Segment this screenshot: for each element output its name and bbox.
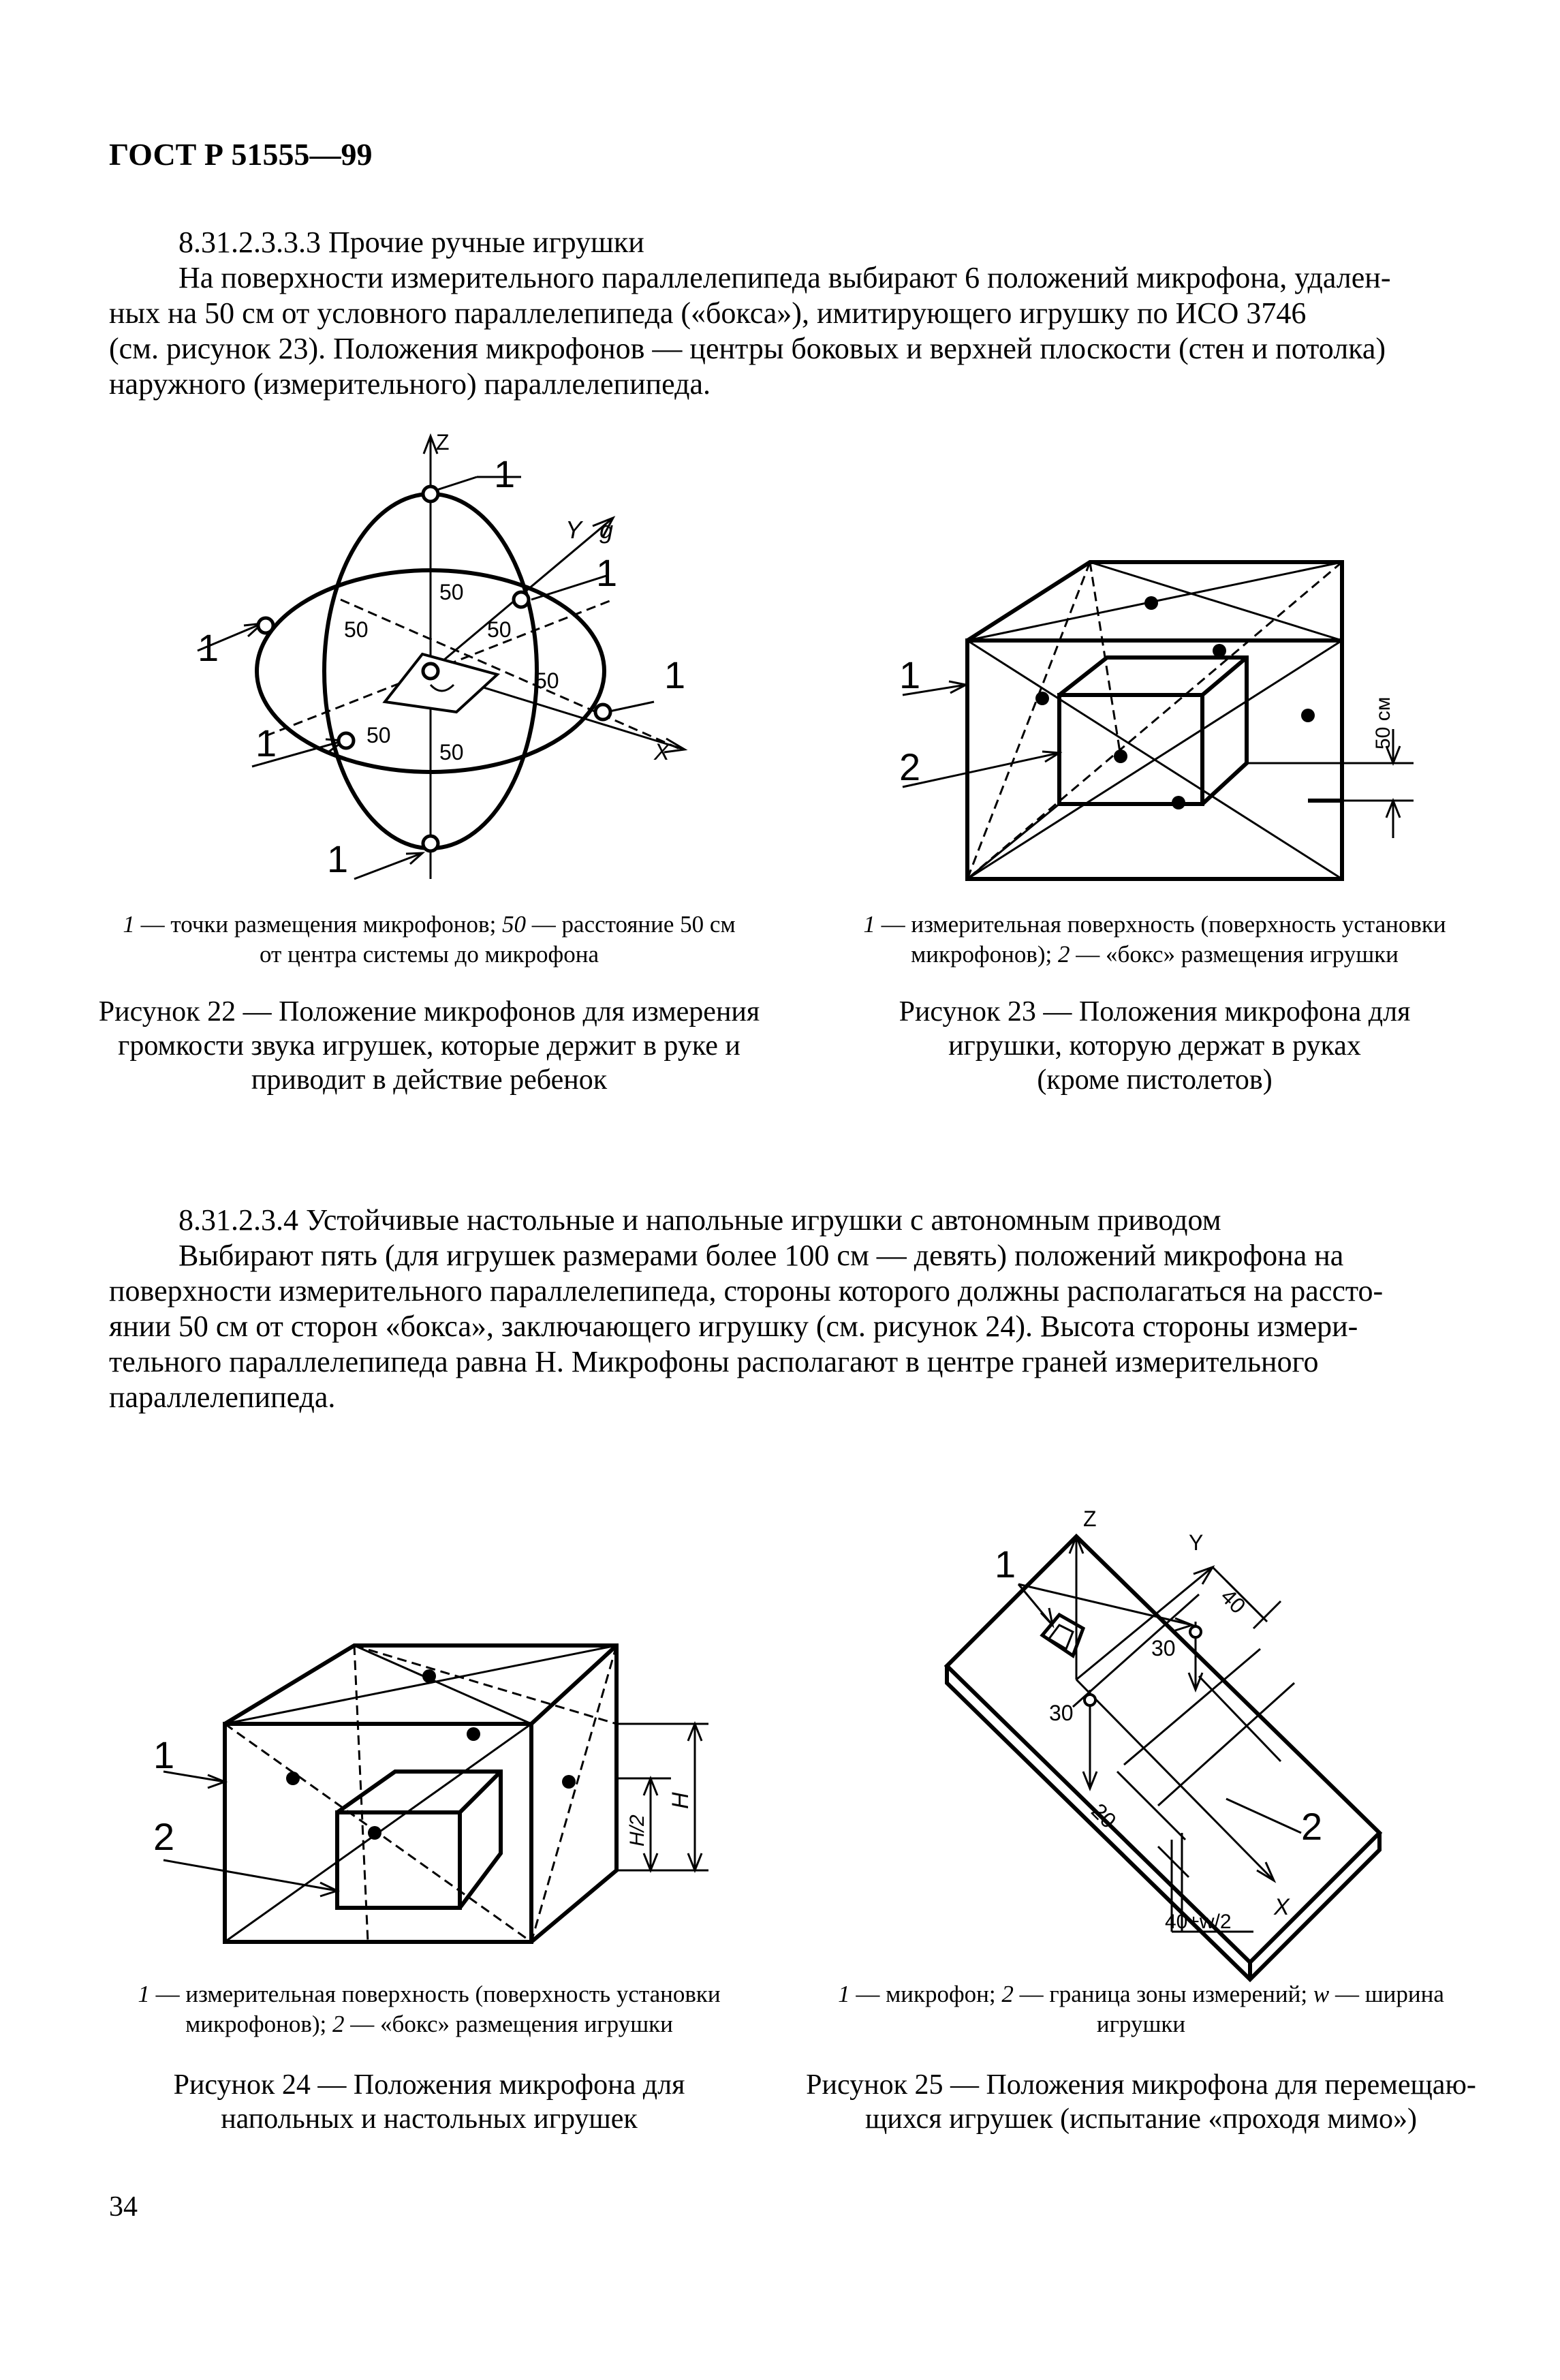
fig25-legend-num-1: 1 bbox=[838, 1981, 850, 2007]
fig22-dist-y: 50 bbox=[487, 617, 512, 642]
fig22-label-1-bottom: 1 bbox=[327, 837, 349, 880]
section-heading-2: 8.31.2.3.4 Устойчивые настольные и напольные игрушки с автономным приводом bbox=[178, 1203, 1221, 1237]
fig25-legend-text-1: — микрофон; bbox=[849, 1981, 1002, 2007]
fig23-legend-num-1: 1 bbox=[863, 911, 875, 938]
fig22-legend-text-2: — расстояние 50 см bbox=[526, 911, 736, 938]
fig25-title-line-1: Рисунок 25 — Положения микрофона для перемещаю- bbox=[806, 2069, 1476, 2101]
section2-line-1: Выбирают пять (для игрушек размерами более 100 см — девять) положений микрофона на bbox=[178, 1239, 1344, 1272]
fig24-legend-text-1: — измерительная поверхность (поверхность установки bbox=[149, 1981, 721, 2007]
fig22-g-label: g bbox=[599, 516, 614, 544]
fig25-legend-text-3: — ширина bbox=[1329, 1981, 1444, 2007]
fig24-legend-num-1: 1 bbox=[138, 1981, 150, 2007]
fig22-x-label: X bbox=[654, 739, 670, 765]
fig23-legend-text-1: — измерительная поверхность (поверхность установки bbox=[875, 911, 1446, 938]
section2-line-2: поверхности измерительного параллелепипеда, стороны которого должны располагаться на рассто- bbox=[109, 1274, 1384, 1308]
page-number: 34 bbox=[109, 2191, 138, 2223]
fig23-label-2: 2 bbox=[899, 745, 921, 788]
fig23-title-line-2: игрушки, которую держат в руках bbox=[948, 1030, 1361, 1062]
fig24-legend-text-2a: микрофонов); bbox=[185, 2011, 333, 2037]
fig25-y-label: Y bbox=[1189, 1530, 1204, 1555]
fig22-label-1-top: 1 bbox=[494, 452, 516, 495]
fig22-label-1-lower-left: 1 bbox=[255, 722, 277, 764]
fig22-legend-num-2: 50 bbox=[502, 911, 527, 938]
section2-line-3: янии 50 см от сторон «бокса», заключающего игрушку (см. рисунок 24). Высота стороны измери- bbox=[109, 1310, 1358, 1343]
section2-line-5: параллелепипеда. bbox=[109, 1380, 336, 1414]
fig22-legend-text-1: — точки размещения микрофонов; bbox=[134, 911, 503, 938]
fig22-y-label: Y bbox=[565, 516, 582, 544]
fig25-title-line-2: щихся игрушек (испытание «проходя мимо») bbox=[865, 2103, 1417, 2135]
fig22-label-1-left: 1 bbox=[198, 626, 219, 669]
fig23-title-line-1: Рисунок 23 — Положения микрофона для bbox=[899, 996, 1411, 1027]
fig24-h-label: H bbox=[668, 1792, 693, 1809]
section1-line-3: (см. рисунок 23). Положения микрофонов — центры боковых и верхней плоскости (стен и потолка) bbox=[109, 332, 1386, 365]
fig25-legend-line-2: игрушки bbox=[1096, 2011, 1186, 2037]
fig22-label-1-right: 1 bbox=[664, 653, 686, 696]
fig25-title bbox=[794, 2068, 1488, 2136]
fig25-legend-text-2: — граница зоны измерений; bbox=[1013, 1981, 1313, 2007]
fig22-title-line-3: приводит в действие ребенок bbox=[251, 1064, 608, 1096]
fig25-legend-num-2: 2 bbox=[1001, 1981, 1014, 2007]
fig22-title-line-1: Рисунок 22 — Положение микрофонов для измерения bbox=[98, 996, 760, 1027]
fig25-dim-20: 20 bbox=[1087, 1798, 1121, 1834]
fig22-dist-top: 50 bbox=[439, 580, 464, 604]
fig25-x-label: X bbox=[1274, 1894, 1290, 1920]
fig24-title-line-1: Рисунок 24 — Положения микрофона для bbox=[173, 2069, 685, 2101]
fig24-title-line-2: напольных и настольных игрушек bbox=[221, 2103, 638, 2135]
fig23-legend-text-2a: микрофонов); bbox=[911, 941, 1059, 968]
section1-line-4: наружного (измерительного) параллелепипеда. bbox=[109, 367, 711, 401]
section1-line-2: ных на 50 см от условного параллелепипеда («бокса»), имитирующего игрушку по ИСО 3746 bbox=[109, 296, 1307, 330]
fig22-dist-front: 50 bbox=[366, 723, 391, 747]
fig24-h2-label: H/2 bbox=[626, 1814, 649, 1846]
fig23-dist-label: 50 см bbox=[1372, 696, 1394, 749]
fig22-z-label: Z bbox=[436, 430, 450, 454]
fig24-legend-num-2: 2 bbox=[332, 2011, 345, 2037]
fig23-title-line-3: (кроме пистолетов) bbox=[1037, 1064, 1273, 1096]
fig25-dim-w: 40+w/2 bbox=[1165, 1911, 1232, 1933]
fig25-label-2: 2 bbox=[1301, 1805, 1323, 1848]
fig25-legend-w: w bbox=[1313, 1981, 1330, 2007]
fig24-label-2: 2 bbox=[153, 1815, 175, 1858]
fig25-z-label: Z bbox=[1083, 1506, 1097, 1531]
fig22-legend-num-1: 1 bbox=[123, 911, 135, 938]
fig25-legend bbox=[794, 1979, 1488, 2039]
fig24-label-1: 1 bbox=[153, 1733, 175, 1776]
fig22-label-1-right-top: 1 bbox=[596, 551, 618, 594]
fig22-dist-left: 50 bbox=[344, 617, 369, 642]
fig25-label-1: 1 bbox=[995, 1543, 1016, 1586]
fig25-dim-40: 40 bbox=[1216, 1583, 1251, 1619]
section2-line-4: тельного параллелепипеда равна H. Микрофоны располагают в центре граней измерительного bbox=[109, 1345, 1319, 1378]
fig23-legend-text-2b: — «бокс» размещения игрушки bbox=[1070, 941, 1399, 968]
fig25-dim-30-upper: 30 bbox=[1151, 1636, 1176, 1660]
fig23-legend-num-2: 2 bbox=[1058, 941, 1070, 968]
fig22-dist-x: 50 bbox=[535, 668, 559, 693]
section-heading-1: 8.31.2.3.3.3 Прочие ручные игрушки bbox=[178, 226, 644, 259]
fig25-dim-30-lower: 30 bbox=[1049, 1701, 1074, 1725]
fig22-title-line-2: громкости звука игрушек, которые держит в руке и bbox=[118, 1030, 740, 1062]
section1-line-1: На поверхности измерительного параллелепипеда выбирают 6 положений микрофона, удален- bbox=[178, 261, 1391, 294]
fig24-legend-text-2b: — «бокс» размещения игрушки bbox=[344, 2011, 673, 2037]
document-header: ГОСТ Р 51555—99 bbox=[109, 137, 373, 172]
fig23-label-1: 1 bbox=[899, 653, 921, 696]
fig22-legend-line-2: от центра системы до микрофона bbox=[259, 941, 599, 968]
fig22-dist-bottom: 50 bbox=[439, 740, 464, 764]
